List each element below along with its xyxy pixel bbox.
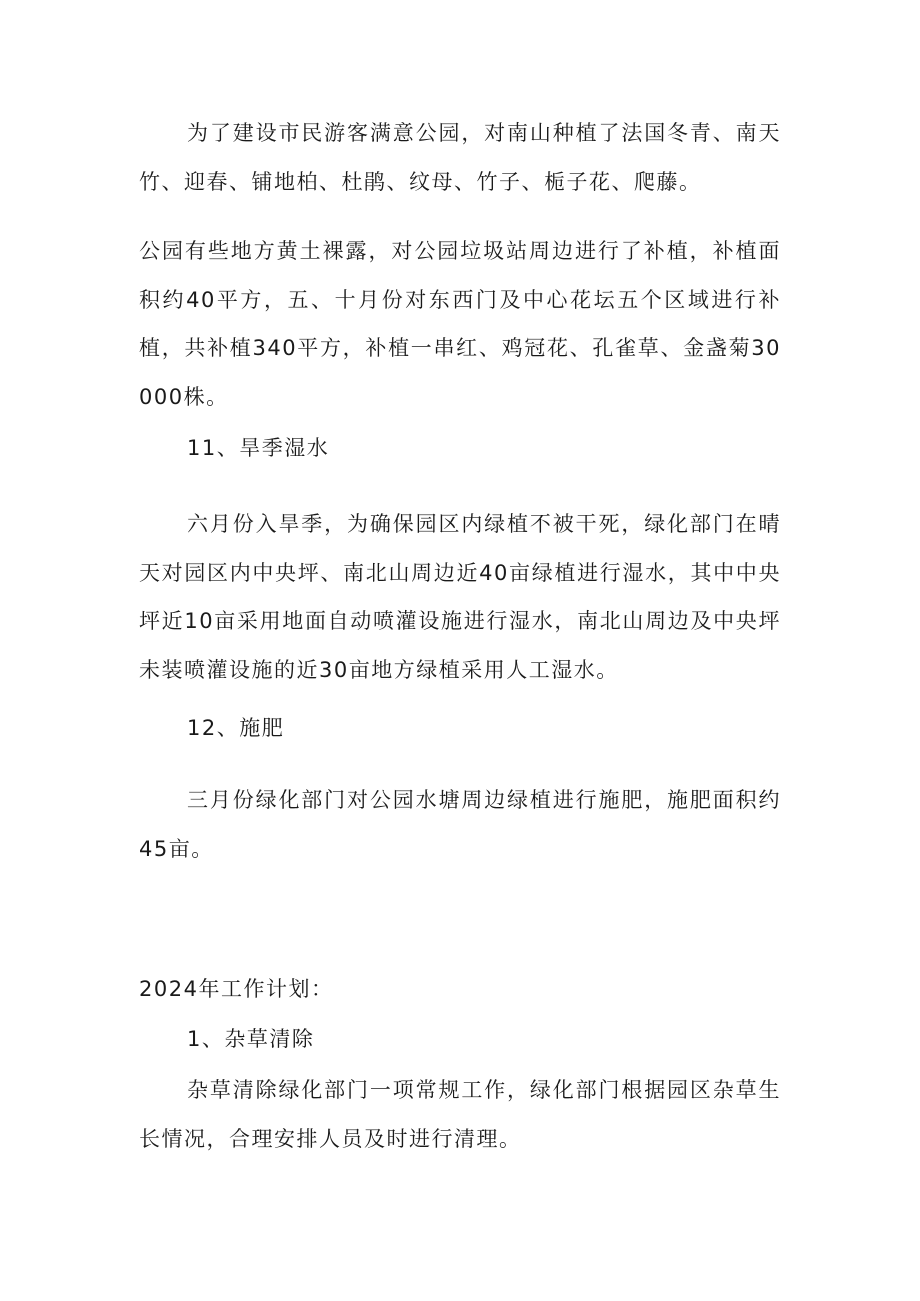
- section-heading-weed-removal: 1、杂草清除: [187, 1027, 315, 1051]
- section-heading-dry-season-watering: 11、旱季湿水: [187, 436, 330, 460]
- paragraph-replanting: 公园有些地方黄土裸露，对公园垃圾站周边进行了补植，补植面积约40平方，五、十月份对东西门及中心花坛五个区域进行补植，共补植340平方，补植一串红、鸡冠花、孔雀草、金盏菊30000株。: [139, 239, 781, 409]
- section-heading-fertilizing: 12、施肥: [187, 716, 285, 740]
- paragraph-fertilizing: 三月份绿化部门对公园水塘周边绿植进行施肥，施肥面积约45亩。: [139, 788, 781, 861]
- work-plan-title: 2024年工作计划：: [139, 977, 334, 1001]
- paragraph-weed-removal: 杂草清除绿化部门一项常规工作，绿化部门根据园区杂草生长情况，合理安排人员及时进行清理。: [139, 1078, 781, 1151]
- paragraph-planting: 为了建设市民游客满意公园，对南山种植了法国冬青、南天竹、迎春、铺地柏、杜鹃、纹母、竹子、栀子花、爬藤。: [139, 121, 781, 194]
- paragraph-watering: 六月份入旱季，为确保园区内绿植不被干死，绿化部门在晴天对园区内中央坪、南北山周边近40亩绿植进行湿水，其中中央坪近10亩采用地面自动喷灌设施进行湿水，南北山周边及中央坪未装喷灌设施的近30亩地方绿植采用人工湿水。: [139, 512, 781, 682]
